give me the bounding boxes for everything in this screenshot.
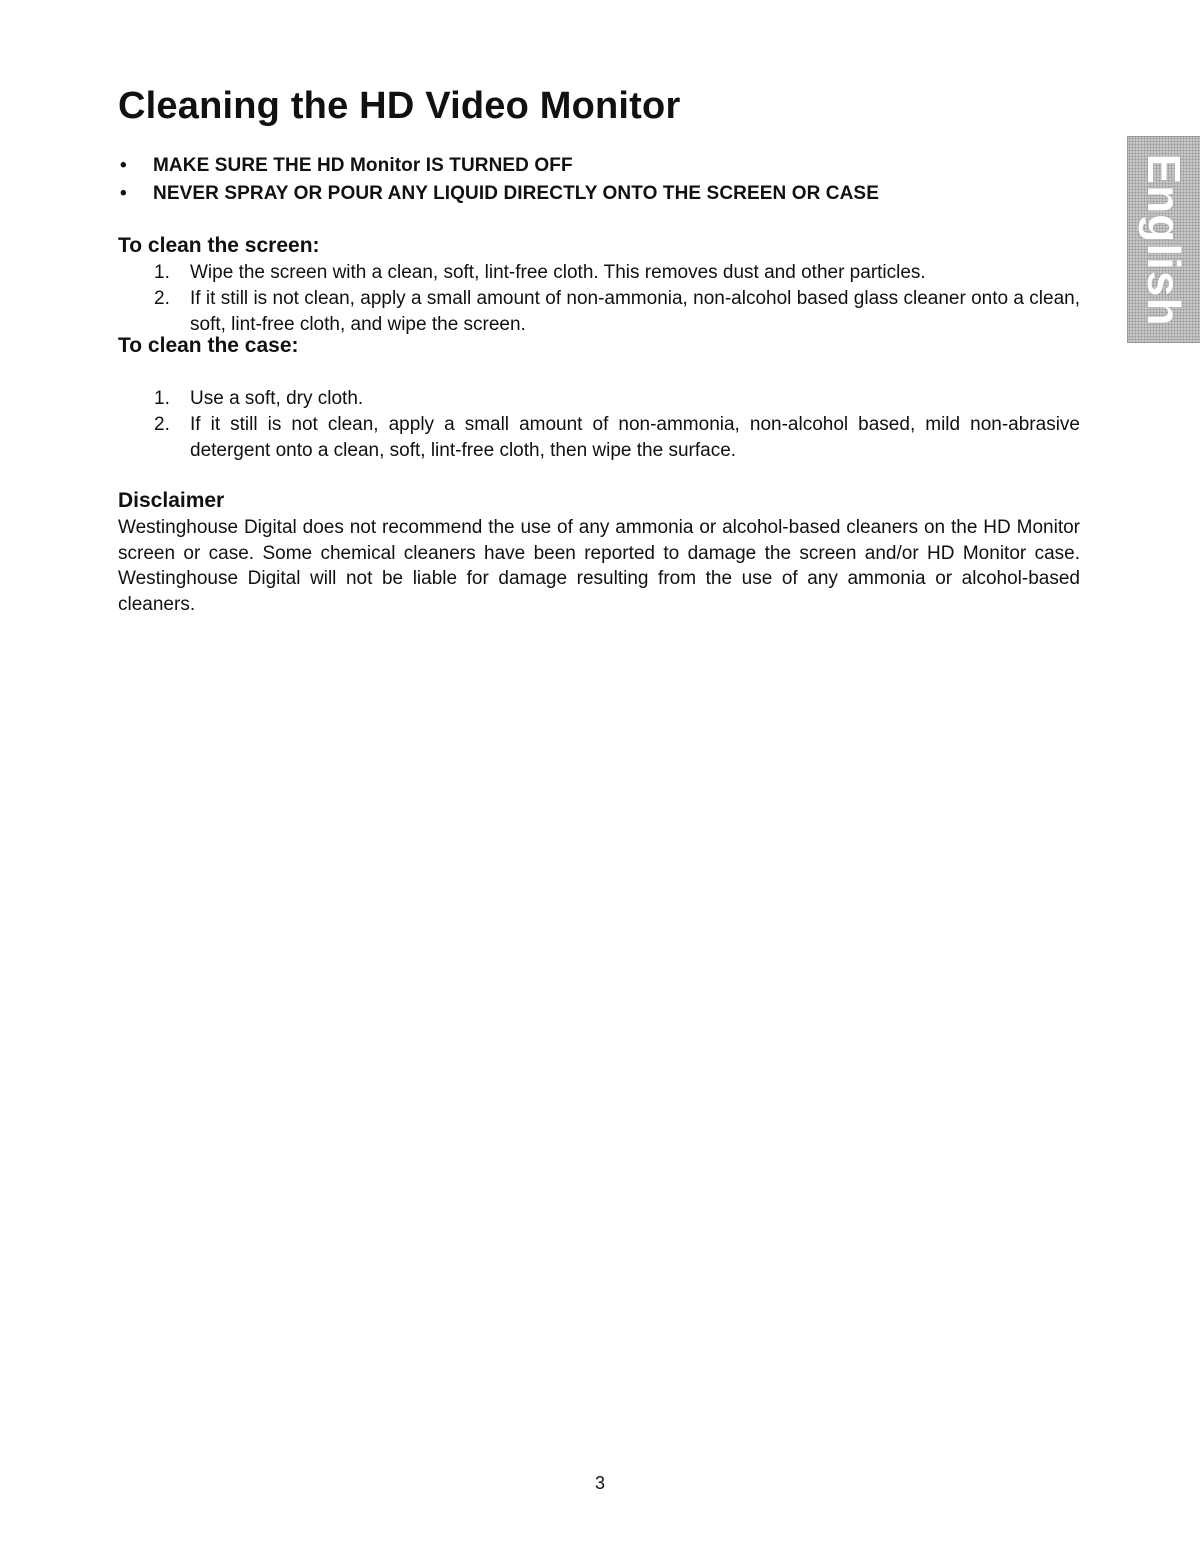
- disclaimer-text: Westinghouse Digital does not recommend the use of any ammonia or alcohol-based cleaners on the HD Monitor screen or case. Some chemical cleaners have been reported to damage the screen and/or HD Monitor case. Westinghouse Digital will not be liable for damage resulting from the use of any ammonia or alcohol-based cleaners.: [118, 517, 1080, 615]
- warning-text: MAKE SURE THE HD Monitor IS TURNED OFF: [153, 155, 573, 176]
- case-step: [118, 386, 1080, 412]
- screen-step: [118, 260, 1080, 286]
- step-text: If it still is not clean, apply a small amount of non-ammonia, non-alcohol based glass cleaner onto a clean, soft, lint-free cloth, and wipe the screen.: [190, 288, 1080, 335]
- bullet: •: [120, 155, 127, 176]
- screen-steps-list: [118, 260, 1080, 338]
- case-step: [118, 412, 1080, 464]
- step-number: 1.: [154, 262, 170, 283]
- step-text: Wipe the screen with a clean, soft, lint-free cloth. This removes dust and other particles.: [190, 262, 926, 283]
- page-number: 3: [594, 1473, 605, 1493]
- warning-text: NEVER SPRAY OR POUR ANY LIQUID DIRECTLY ONTO THE SCREEN OR CASE: [153, 183, 879, 204]
- warning-item: [118, 180, 1078, 208]
- disclaimer-heading: Disclaimer: [118, 489, 225, 512]
- step-number: 2.: [154, 414, 170, 435]
- case-section-heading: To clean the case:: [118, 334, 299, 357]
- screen-section-heading: To clean the screen:: [118, 234, 320, 257]
- bullet: •: [120, 183, 127, 204]
- case-steps-list: [118, 386, 1080, 464]
- step-number: 1.: [154, 388, 170, 409]
- warning-item: [118, 152, 1078, 180]
- page-title: Cleaning the HD Video Monitor: [118, 85, 681, 127]
- step-number: 2.: [154, 288, 170, 309]
- language-tab: [1127, 136, 1200, 343]
- step-text: If it still is not clean, apply a small amount of non-ammonia, non-alcohol based, mild non-abrasive detergent onto a clean, soft, lint-free cloth, then wipe the surface.: [190, 414, 1080, 461]
- step-text: Use a soft, dry cloth.: [190, 388, 364, 409]
- warning-list: [118, 152, 1078, 208]
- screen-step: [118, 286, 1080, 338]
- language-tab-label: English: [1138, 152, 1190, 327]
